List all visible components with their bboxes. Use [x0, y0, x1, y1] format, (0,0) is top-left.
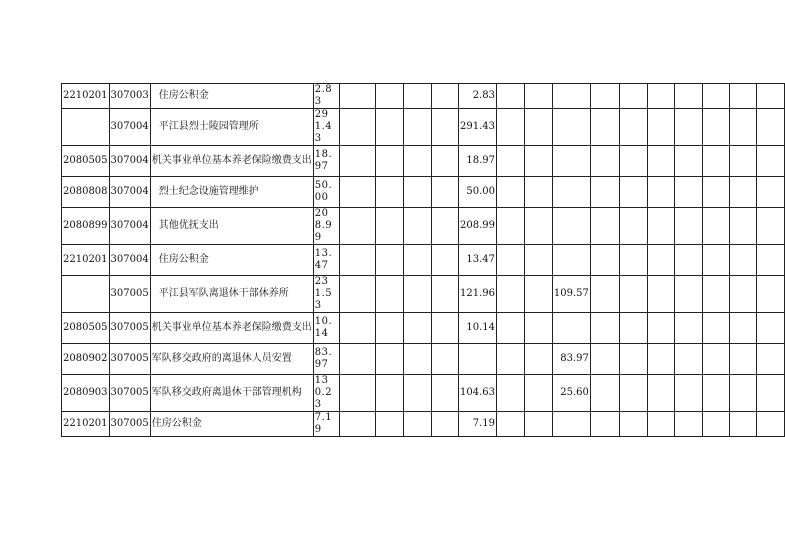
empty-cell — [496, 313, 524, 344]
empty-cell — [757, 412, 785, 437]
empty-cell — [525, 375, 552, 412]
empty-cell — [702, 146, 729, 177]
empty-cell — [675, 344, 702, 375]
empty-cell — [431, 177, 458, 208]
empty-cell — [404, 146, 431, 177]
empty-cell — [525, 412, 552, 437]
unit-code-cell: 307005 — [109, 375, 150, 412]
empty-cell — [729, 344, 756, 375]
empty-cell — [525, 313, 552, 344]
empty-cell — [590, 245, 619, 276]
empty-cell — [757, 177, 785, 208]
empty-cell — [729, 245, 756, 276]
total-amount-cell: 2.83 — [313, 84, 340, 109]
basic-expenditure-cell: 291.43 — [458, 109, 496, 146]
project-expenditure-cell — [552, 245, 590, 276]
empty-cell — [496, 375, 524, 412]
table-row — [62, 344, 785, 375]
empty-cell — [496, 344, 524, 375]
empty-cell — [729, 177, 756, 208]
total-amount-cell: 50.00 — [313, 177, 340, 208]
empty-cell — [757, 344, 785, 375]
empty-cell — [496, 109, 524, 146]
empty-cell — [404, 109, 431, 146]
empty-cell — [675, 375, 702, 412]
empty-cell — [496, 84, 524, 109]
total-amount-cell: 13.47 — [313, 245, 340, 276]
unit-code-cell: 307005 — [109, 276, 150, 313]
empty-cell — [375, 109, 403, 146]
unit-code-cell: 307005 — [109, 344, 150, 375]
empty-cell — [496, 412, 524, 437]
empty-cell — [647, 109, 674, 146]
empty-cell — [620, 375, 647, 412]
empty-cell — [525, 177, 552, 208]
empty-cell — [525, 245, 552, 276]
empty-cell — [620, 313, 647, 344]
total-amount-cell: 130.23 — [313, 375, 340, 412]
empty-cell — [404, 208, 431, 245]
empty-cell — [496, 177, 524, 208]
project-expenditure-cell — [552, 208, 590, 245]
empty-cell — [431, 208, 458, 245]
total-amount-cell: 291.43 — [313, 109, 340, 146]
empty-cell — [757, 245, 785, 276]
empty-cell — [729, 276, 756, 313]
basic-expenditure-cell: 10.14 — [458, 313, 496, 344]
empty-cell — [647, 344, 674, 375]
empty-cell — [404, 375, 431, 412]
empty-cell — [590, 375, 619, 412]
table-row — [62, 245, 785, 276]
empty-cell — [590, 412, 619, 437]
empty-cell — [702, 208, 729, 245]
item-name-cell: 住房公积金 — [150, 412, 313, 437]
project-expenditure-cell: 109.57 — [552, 276, 590, 313]
project-expenditure-cell — [552, 313, 590, 344]
empty-cell — [404, 84, 431, 109]
unit-code-cell: 307004 — [109, 109, 150, 146]
empty-cell — [647, 375, 674, 412]
project-expenditure-cell: 83.97 — [552, 344, 590, 375]
unit-code-cell: 307004 — [109, 146, 150, 177]
empty-cell — [340, 276, 375, 313]
empty-cell — [431, 146, 458, 177]
empty-cell — [647, 412, 674, 437]
project-expenditure-cell: 25.60 — [552, 375, 590, 412]
unit-code-cell: 307004 — [109, 208, 150, 245]
empty-cell — [647, 177, 674, 208]
project-expenditure-cell — [552, 146, 590, 177]
unit-code-cell: 307004 — [109, 177, 150, 208]
empty-cell — [404, 177, 431, 208]
empty-cell — [675, 276, 702, 313]
empty-cell — [729, 84, 756, 109]
function-code-cell: 2210201 — [62, 84, 110, 109]
item-name-cell: 其他优抚支出 — [150, 208, 313, 245]
empty-cell — [729, 375, 756, 412]
item-name-cell: 军队移交政府离退休干部管理机构 — [150, 375, 313, 412]
function-code-cell: 2080899 — [62, 208, 110, 245]
unit-code-cell: 307005 — [109, 412, 150, 437]
unit-code-cell: 307005 — [109, 313, 150, 344]
table-row — [62, 412, 785, 437]
empty-cell — [525, 344, 552, 375]
empty-cell — [647, 84, 674, 109]
function-code-cell: 2080505 — [62, 313, 110, 344]
empty-cell — [496, 146, 524, 177]
empty-cell — [525, 109, 552, 146]
empty-cell — [431, 109, 458, 146]
basic-expenditure-cell: 2.83 — [458, 84, 496, 109]
empty-cell — [702, 245, 729, 276]
unit-code-cell: 307004 — [109, 245, 150, 276]
function-code-cell: 2210201 — [62, 412, 110, 437]
empty-cell — [590, 313, 619, 344]
basic-expenditure-cell: 104.63 — [458, 375, 496, 412]
empty-cell — [620, 177, 647, 208]
empty-cell — [675, 109, 702, 146]
empty-cell — [431, 276, 458, 313]
function-code-cell: 2210201 — [62, 245, 110, 276]
empty-cell — [340, 412, 375, 437]
empty-cell — [375, 313, 403, 344]
empty-cell — [675, 177, 702, 208]
empty-cell — [431, 245, 458, 276]
basic-expenditure-cell: 121.96 — [458, 276, 496, 313]
total-amount-cell: 83.97 — [313, 344, 340, 375]
table-row — [62, 375, 785, 412]
empty-cell — [431, 313, 458, 344]
project-expenditure-cell — [552, 412, 590, 437]
empty-cell — [496, 245, 524, 276]
empty-cell — [757, 208, 785, 245]
empty-cell — [340, 245, 375, 276]
empty-cell — [675, 245, 702, 276]
empty-cell — [620, 412, 647, 437]
empty-cell — [590, 177, 619, 208]
function-code-cell — [62, 109, 110, 146]
empty-cell — [702, 313, 729, 344]
empty-cell — [590, 276, 619, 313]
function-code-cell: 2080902 — [62, 344, 110, 375]
empty-cell — [525, 276, 552, 313]
empty-cell — [375, 276, 403, 313]
empty-cell — [375, 84, 403, 109]
empty-cell — [757, 84, 785, 109]
empty-cell — [647, 245, 674, 276]
empty-cell — [647, 313, 674, 344]
empty-cell — [525, 146, 552, 177]
empty-cell — [702, 84, 729, 109]
empty-cell — [647, 146, 674, 177]
empty-cell — [590, 208, 619, 245]
table-row — [62, 177, 785, 208]
empty-cell — [757, 375, 785, 412]
basic-expenditure-cell: 208.99 — [458, 208, 496, 245]
empty-cell — [590, 146, 619, 177]
empty-cell — [590, 109, 619, 146]
basic-expenditure-cell — [458, 344, 496, 375]
table-row — [62, 313, 785, 344]
empty-cell — [404, 313, 431, 344]
empty-cell — [404, 276, 431, 313]
empty-cell — [702, 412, 729, 437]
empty-cell — [675, 313, 702, 344]
item-name-cell: 平江县烈士陵园管理所 — [150, 109, 313, 146]
total-amount-cell: 10.14 — [313, 313, 340, 344]
empty-cell — [590, 344, 619, 375]
basic-expenditure-cell: 18.97 — [458, 146, 496, 177]
empty-cell — [340, 84, 375, 109]
empty-cell — [620, 146, 647, 177]
basic-expenditure-cell: 50.00 — [458, 177, 496, 208]
table-body — [62, 84, 785, 437]
empty-cell — [675, 84, 702, 109]
empty-cell — [375, 208, 403, 245]
empty-cell — [431, 84, 458, 109]
empty-cell — [729, 313, 756, 344]
project-expenditure-cell — [552, 84, 590, 109]
table-row — [62, 208, 785, 245]
empty-cell — [620, 245, 647, 276]
empty-cell — [375, 177, 403, 208]
project-expenditure-cell — [552, 177, 590, 208]
empty-cell — [375, 412, 403, 437]
empty-cell — [620, 109, 647, 146]
empty-cell — [404, 245, 431, 276]
function-code-cell: 2080903 — [62, 375, 110, 412]
empty-cell — [404, 344, 431, 375]
empty-cell — [702, 276, 729, 313]
empty-cell — [590, 84, 619, 109]
empty-cell — [340, 208, 375, 245]
empty-cell — [496, 208, 524, 245]
empty-cell — [675, 412, 702, 437]
item-name-cell: 烈士纪念设施管理维护 — [150, 177, 313, 208]
empty-cell — [340, 177, 375, 208]
empty-cell — [702, 344, 729, 375]
basic-expenditure-cell: 13.47 — [458, 245, 496, 276]
empty-cell — [729, 412, 756, 437]
empty-cell — [340, 313, 375, 344]
total-amount-cell: 231.53 — [313, 276, 340, 313]
empty-cell — [340, 375, 375, 412]
empty-cell — [375, 245, 403, 276]
item-name-cell: 住房公积金 — [150, 84, 313, 109]
empty-cell — [375, 344, 403, 375]
empty-cell — [620, 208, 647, 245]
empty-cell — [620, 84, 647, 109]
table-row — [62, 146, 785, 177]
empty-cell — [757, 109, 785, 146]
empty-cell — [340, 146, 375, 177]
empty-cell — [729, 109, 756, 146]
empty-cell — [729, 208, 756, 245]
function-code-cell: 2080808 — [62, 177, 110, 208]
basic-expenditure-cell: 7.19 — [458, 412, 496, 437]
empty-cell — [702, 177, 729, 208]
empty-cell — [757, 146, 785, 177]
item-name-cell: 军队移交政府的离退休人员安置 — [150, 344, 313, 375]
table-row — [62, 109, 785, 146]
function-code-cell: 2080505 — [62, 146, 110, 177]
empty-cell — [404, 412, 431, 437]
item-name-cell: 机关事业单位基本养老保险缴费支出 — [150, 146, 313, 177]
empty-cell — [647, 208, 674, 245]
item-name-cell: 机关事业单位基本养老保险缴费支出 — [150, 313, 313, 344]
empty-cell — [340, 344, 375, 375]
empty-cell — [525, 84, 552, 109]
table-row — [62, 276, 785, 313]
empty-cell — [675, 208, 702, 245]
empty-cell — [496, 276, 524, 313]
empty-cell — [647, 276, 674, 313]
empty-cell — [729, 146, 756, 177]
table-row — [62, 84, 785, 109]
empty-cell — [702, 109, 729, 146]
empty-cell — [757, 313, 785, 344]
empty-cell — [375, 146, 403, 177]
empty-cell — [375, 375, 403, 412]
budget-table — [61, 83, 785, 437]
empty-cell — [702, 375, 729, 412]
empty-cell — [620, 276, 647, 313]
total-amount-cell: 18.97 — [313, 146, 340, 177]
project-expenditure-cell — [552, 109, 590, 146]
function-code-cell — [62, 276, 110, 313]
empty-cell — [675, 146, 702, 177]
empty-cell — [525, 208, 552, 245]
item-name-cell: 住房公积金 — [150, 245, 313, 276]
empty-cell — [431, 412, 458, 437]
unit-code-cell: 307003 — [109, 84, 150, 109]
total-amount-cell: 7.19 — [313, 412, 340, 437]
empty-cell — [431, 344, 458, 375]
empty-cell — [620, 344, 647, 375]
empty-cell — [340, 109, 375, 146]
total-amount-cell: 208.99 — [313, 208, 340, 245]
empty-cell — [431, 375, 458, 412]
empty-cell — [757, 276, 785, 313]
item-name-cell: 平江县军队离退休干部休养所 — [150, 276, 313, 313]
